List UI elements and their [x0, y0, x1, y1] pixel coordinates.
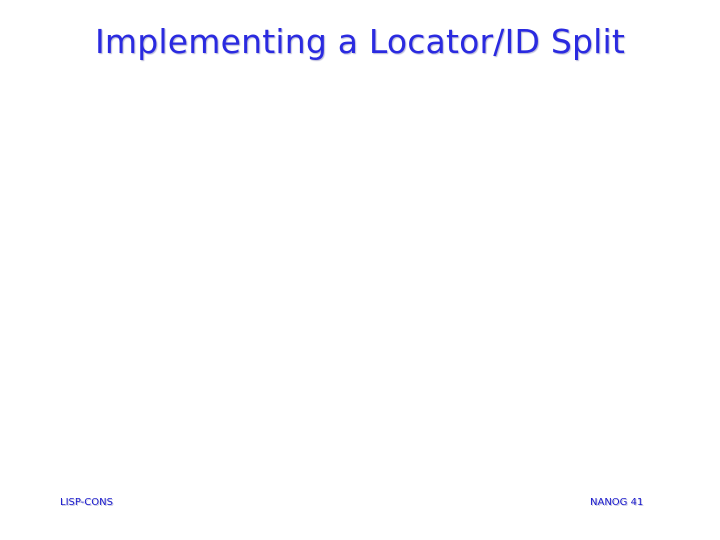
slide-title: Implementing a Locator/ID Split [94, 22, 625, 61]
footer-right-label: NANOG 41 [590, 497, 644, 508]
footer-left-label: LISP-CONS [60, 497, 113, 508]
